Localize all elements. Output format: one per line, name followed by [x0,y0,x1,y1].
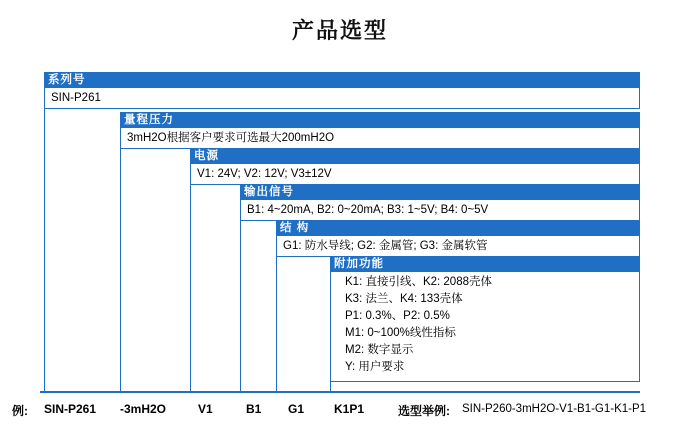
footer-code-structure: G1 [288,402,305,416]
row-body-series [44,88,640,109]
row-header-power: 电源 [190,148,640,164]
footer-example-label: 选型举例: [398,404,450,418]
footer-label: 例: [12,404,28,418]
row-body-options-line-1: K1: 直接引线、K2: 2088壳体 [345,276,492,288]
row-body-power [190,164,640,185]
connector-line-structure [276,257,277,392]
row-body-options-line-5: M2: 数字显示 [345,344,414,356]
footer-code-output: B1 [246,402,262,416]
row-body-range [120,128,640,149]
row-body-options-line-4: M1: 0~100%线性指标 [345,327,456,339]
row-body-power-line-1: V1: 24V; V2: 12V; V3±12V [197,168,332,180]
row-body-options-line-3: P1: 0.3%、P2: 0.5% [345,310,450,322]
row-header-output: 输出信号 [240,184,640,200]
footer-example-value: SIN-P260-3mH2O-V1-B1-G1-K1-P1 [462,403,647,415]
row-body-structure [276,236,640,257]
footer-code-series: SIN-P261 [44,402,97,416]
connector-line-power [190,185,191,392]
connector-line-range [120,149,121,392]
footer-divider [40,391,640,393]
footer-code-options: K1P1 [334,402,365,416]
row-body-options-line-2: K3: 法兰、K4: 133壳体 [345,293,463,305]
row-body-range-line-1: 3mH2O根据客户要求可选最大200mH2O [127,132,335,144]
row-body-structure-line-1: G1: 防水导线; G2: 金属管; G3: 金属软管 [283,240,488,252]
row-body-series-line-1: SIN-P261 [51,92,101,104]
row-body-options [330,272,640,382]
row-header-series: 系列号 [44,72,640,88]
connector-line-output [240,221,241,392]
footer-code-power: V1 [198,402,213,416]
row-header-options: 附加功能 [330,256,640,272]
row-body-options-line-6: Y: 用户要求 [345,361,405,373]
row-header-structure: 结 构 [276,220,640,236]
row-header-range: 量程压力 [120,112,640,128]
selection-diagram [0,14,680,427]
footer-code-range: -3mH2O [120,402,167,416]
row-body-output-line-1: B1: 4~20mA, B2: 0~20mA; B3: 1~5V; B4: 0~5V [247,204,489,216]
connector-line-series [44,109,45,392]
page-title: 产品选型 [291,18,388,43]
row-body-output [240,200,640,221]
